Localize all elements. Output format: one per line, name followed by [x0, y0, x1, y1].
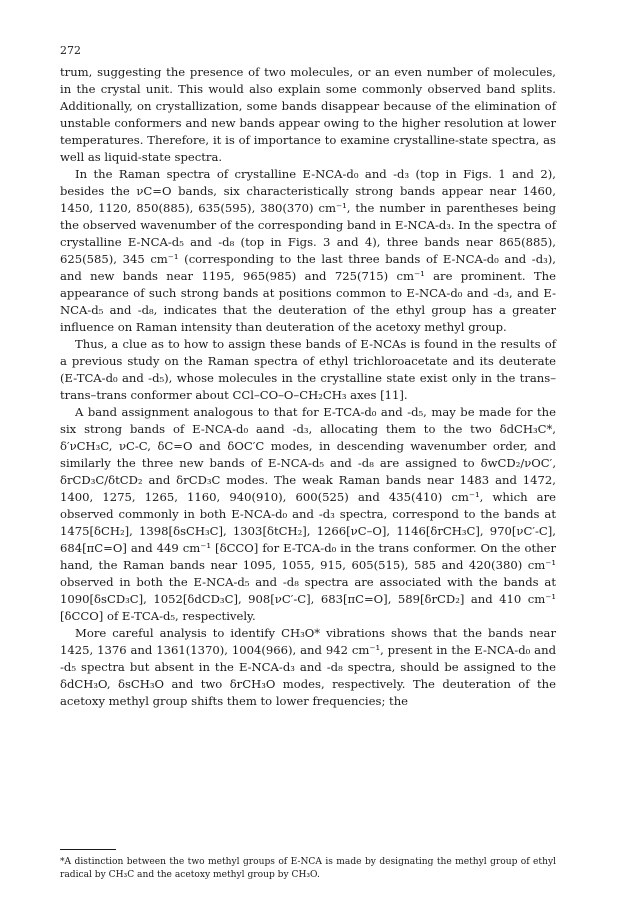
footnote-rule: [60, 849, 116, 850]
footnote: *A distinction between the two methyl groups of E-NCA is made by designating the methyl group of ethyl radical by CH₃C and the acetoxy methyl group by CH₃O.: [60, 857, 556, 880]
paragraph-4: A band assignment analogous to that for E-TCA-d₀ and -d₅, may be made for the six strong bands of E-NCA-d₀ aand -d₃, allocating them to the two δdCH₃C*, δ′νCH₃C, νC-C, δC=O and δOC′C modes, in descending wavenumber order, and similarly the three new bands of E-NCA-d₅ and -d₈ are assigned to δwCD₂/νOC′, δrCD₃C/δtCD₂ and δrCD₃C modes. The weak Raman bands near 1483 and 1472, 1400, 1275, 1265, 1160, 940(910), 600(525) and 435(410) cm⁻¹, which are observed commonly in both E-NCA-d₀ and -d₃ spectra, correspond to the bands at 1475[δCH₂], 1398[δsCH₃C], 1303[δtCH₂], 1266[νC–O], 1146[δrCH₃C], 970[νC′-C], 684[πC=O] and 449 cm⁻¹ [δCCO] for E-TCA-d₀ in the trans conformer. On the other hand, the Raman bands near 1095, 1055, 915, 605(515), 585 and 420(380) cm⁻¹ observed in both the E-NCA-d₅ and -d₈ spectra are associated with the bands at 1090[δsCD₃C], 1052[δdCD₃C], 908[νC′-C], 683[πC=O], 589[δrCD₂] and 410 cm⁻¹ [δCCO] of E-TCA-d₅, respectively.: [60, 405, 556, 623]
paragraph-2: In the Raman spectra of crystalline E-NCA-d₀ and -d₃ (top in Figs. 1 and 2), besides the νC=O bands, six characteristically strong bands appear near 1460, 1450, 1120, 850(885), 635(595), 380(370) cm⁻¹, the number in parentheses being the observed wavenumber of the corresponding band in E-NCA-d₃. In the spectra of crystalline E-NCA-d₅ and -d₈ (top in Figs. 3 and 4), three bands near 865(885), 625(585), 345 cm⁻¹ (corresponding to the last three bands of E-NCA-d₀ and -d₃), and new bands near 1195, 965(985) and 725(715) cm⁻¹ are prominent. The appearance of such strong bands at positions common to E-NCA-d₀ and -d₃, and E-NCA-d₅ and -d₈, indicates that the deuteration of the ethyl group has a greater influence on Raman intensity than deuteration of the acetoxy methyl group.: [60, 167, 556, 334]
page-number: 272: [60, 44, 81, 57]
paragraph-3: Thus, a clue as to how to assign these bands of E-NCAs is found in the results of a previous study on the Raman spectra of ethyl trichloroacetate and its deuterate (E-TCA-d₀ and -d₅), whose molecules in the crystalline state exist only in the trans–trans–trans conformer about CCl–CO–O–CH₂CH₃ axes [11].: [60, 337, 556, 402]
paragraph-1: trum, suggesting the presence of two molecules, or an even number of molecules, in the crystal unit. This would also explain some commonly observed band splits. Additionally, on crystallization, some bands disappear because of the elimination of unstable conformers and new bands appear owing to the higher resolution at lower temperatures. Therefore, it is of importance to examine crystalline-state spectra, as well as liquid-state spectra.: [60, 65, 556, 164]
paragraph-5: More careful analysis to identify CH₃O* vibrations shows that the bands near 1425, 1376 and 1361(1370), 1004(966), and 942 cm⁻¹, present in the E-NCA-d₀ and -d₅ spectra but absent in the E-NCA-d₃ and -d₈ spectra, should be assigned to the δdCH₃O, δsCH₃O and two δrCH₃O modes, respectively. The deuteration of the acetoxy methyl group shifts them to lower frequencies; the: [60, 626, 556, 708]
body-text: [60, 64, 556, 710]
